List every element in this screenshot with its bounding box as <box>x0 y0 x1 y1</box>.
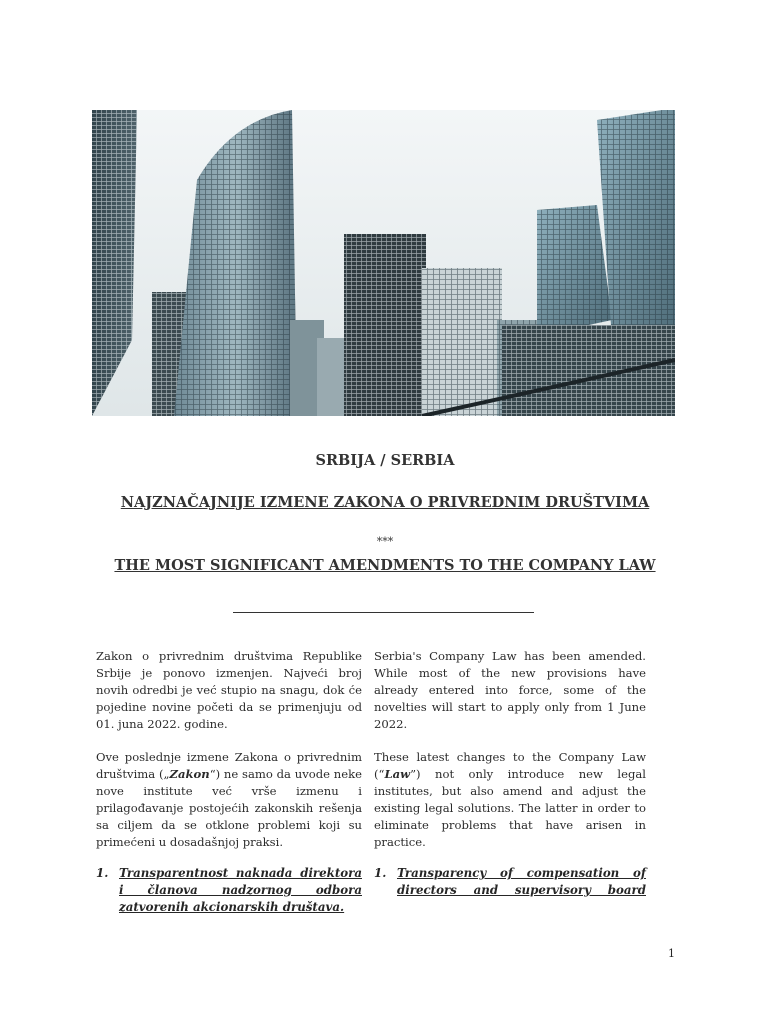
right-defined-term: Law <box>384 767 411 781</box>
left-defined-term: Zakon <box>169 767 210 781</box>
right-item-heading: Transparency of compensation of directors and supervisory board <box>397 866 646 897</box>
heading-divider <box>233 612 534 613</box>
title-serbian: NAJZNAČAJNIJE IZMENE ZAKONA O PRIVREDNIM DRUŠTVIMA <box>120 494 650 511</box>
left-paragraph-2-start: Ove poslednje izmene Zakona o privrednim društvima („ <box>96 750 362 781</box>
left-item-number: 1. <box>96 866 109 880</box>
country-heading: SRBIJA / SERBIA <box>315 452 455 469</box>
left-paragraph-1 <box>96 648 362 733</box>
left-item-heading: Transparentnost naknada direktora i članova nadzornog odbora zatvorenih akcionarskih društava. <box>119 866 362 914</box>
skyscrapers-photo <box>92 110 675 416</box>
title-separator: *** <box>376 535 394 548</box>
left-paragraph-2 <box>96 749 362 851</box>
title-english: THE MOST SIGNIFICANT AMENDMENTS TO THE COMPANY LAW <box>114 557 656 574</box>
right-item-number: 1. <box>374 866 387 880</box>
page-number: 1 <box>668 947 675 960</box>
right-paragraph-2-end: ”) not only introduce new legal institutes, but also amend and adjust the existing legal solutions. The latter in order to eliminate problems that have arisen in practice. <box>374 767 646 849</box>
right-paragraph-2 <box>374 749 646 851</box>
right-paragraph-1 <box>374 648 646 733</box>
right-paragraph-2-start: These latest changes to the Company Law (“ <box>374 750 646 781</box>
left-paragraph-1-text: Zakon o privrednim društvima Republike Srbije je ponovo izmenjen. Najveći broj novih odredbi je već stupio na snagu, dok će pojedine novine početi da se primenjuju od 01. juna 2022. godine. <box>96 649 362 731</box>
left-paragraph-2-end: “) ne samo da uvode neke nove institute već vrše izmenu i prilagođavanje postojećih zakonskih rešenja sa ciljem da se otklone problemi koji su primećeni u dosadašnjoj praksi. <box>96 767 362 849</box>
right-paragraph-1-text: Serbia's Company Law has been amended. While most of the new provisions have already entered into force, some of the novelties will start to apply only from 1 June 2022. <box>374 649 646 731</box>
